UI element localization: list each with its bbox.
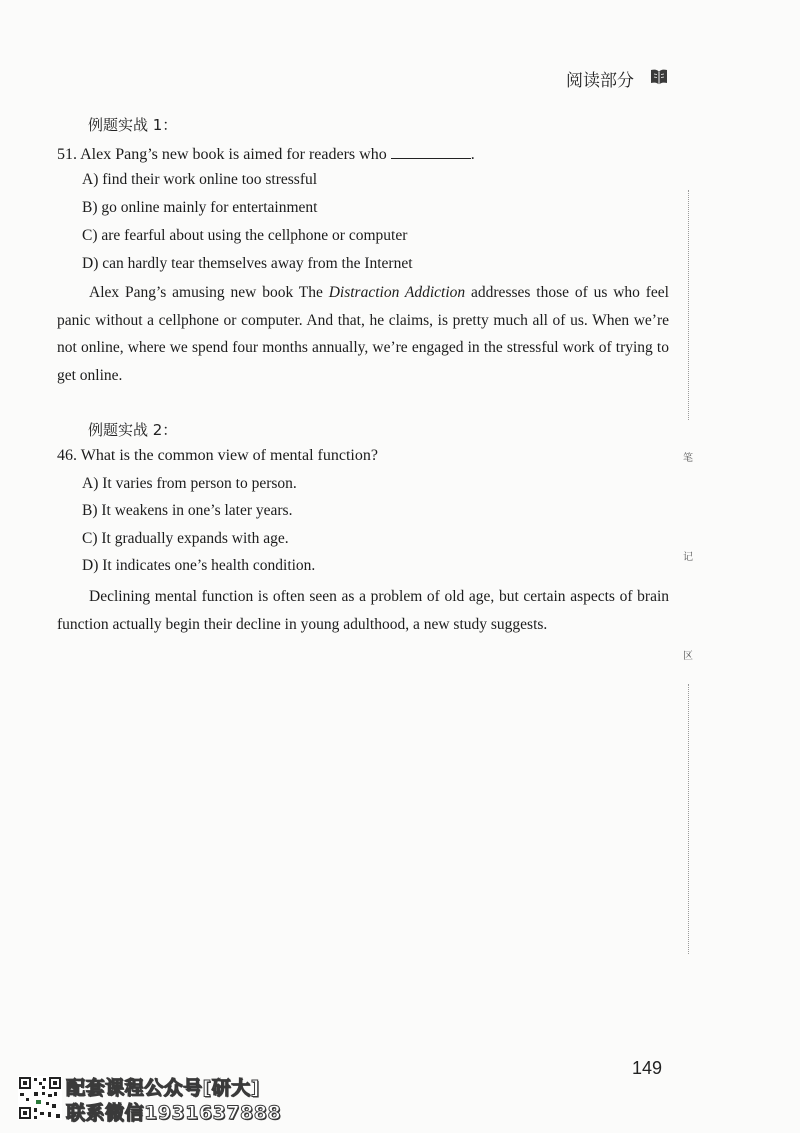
- notes-char-3: 区: [683, 651, 693, 662]
- notes-divider-top: [688, 190, 689, 420]
- section-title: 阅读部分: [566, 71, 634, 91]
- promo-line-2: 联系微信1931637888: [66, 1102, 282, 1124]
- example-label-2: 例题实战 2：: [88, 421, 178, 439]
- book-title: Distraction Addiction: [328, 284, 466, 301]
- qr-code-icon: [18, 1076, 62, 1120]
- question-51: [57, 144, 475, 164]
- notes-divider-bottom: [688, 684, 689, 954]
- passage-1: [57, 279, 669, 389]
- option-b-46: B) It weakens in one’s later years.: [82, 502, 293, 519]
- option-a-46: A) It varies from person to person.: [82, 475, 297, 492]
- question-46: 46. What is the common view of mental function?: [57, 447, 378, 464]
- question-51-text: 51. Alex Pang’s new book is aimed for readers who: [57, 146, 387, 163]
- notes-char-1: 笔: [683, 453, 693, 464]
- option-a-51: A) find their work online too stressful: [82, 171, 318, 188]
- option-b-51: B) go online mainly for entertainment: [82, 199, 318, 216]
- option-c-46: C) It gradually expands with age.: [82, 530, 289, 547]
- option-c-51: C) are fearful about using the cellphone or computer: [82, 227, 408, 244]
- passage-2: Declining mental function is often seen as a problem of old age, but certain aspects of brain function actually begin their decline in young adulthood, a new study suggests.: [57, 588, 669, 633]
- open-book-icon: [648, 66, 670, 88]
- option-d-46: D) It indicates one’s health condition.: [82, 557, 316, 574]
- passage-1-part-b: addresses those of us who feel panic without a cellphone or computer. And that, he claims, is pretty much all of us. When we’re not online, where we spend four months annually, we’re engaged in the stressful work of trying to get online.: [57, 284, 669, 384]
- promo-line-1: 配套课程公众号[研大]: [66, 1077, 260, 1099]
- question-51-end: .: [470, 146, 475, 163]
- answer-blank: [391, 144, 471, 159]
- option-d-51: D) can hardly tear themselves away from the Internet: [82, 255, 413, 272]
- notes-char-2: 记: [683, 552, 693, 563]
- page-number: 149: [632, 1058, 663, 1078]
- example-label-1: 例题实战 1：: [88, 116, 178, 134]
- passage-1-part-a: Alex Pang’s amusing new book The: [89, 284, 329, 301]
